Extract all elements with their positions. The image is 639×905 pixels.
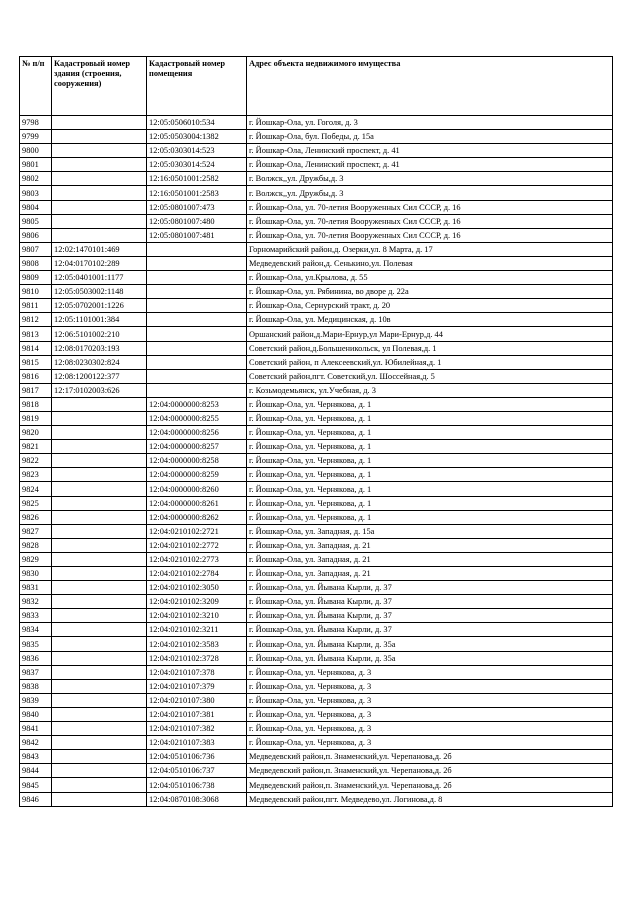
premises-cadastral-cell: 12:04:0510106:737 bbox=[147, 764, 247, 778]
address-cell: г. Йошкар-Ола, ул. Йывана Кырли, д. 37 bbox=[247, 623, 613, 637]
row-number-cell: 9823 bbox=[20, 468, 52, 482]
address-cell: г. Йошкар-Ола, ул. Западная, д. 21 bbox=[247, 567, 613, 581]
table-row bbox=[20, 581, 613, 595]
table-row bbox=[20, 778, 613, 792]
row-number-cell: 9801 bbox=[20, 158, 52, 172]
address-cell: г. Йошкар-Ола, ул. Медицинская, д. 10в bbox=[247, 313, 613, 327]
premises-cadastral-cell: 12:04:0000000:8256 bbox=[147, 426, 247, 440]
table-row bbox=[20, 200, 613, 214]
table-row bbox=[20, 567, 613, 581]
address-cell: г. Йошкар-Ола, ул. Чернякова, д. 3 bbox=[247, 736, 613, 750]
address-cell: г. Йошкар-Ола, ул. Чернякова, д. 1 bbox=[247, 468, 613, 482]
table-row bbox=[20, 595, 613, 609]
building-cadastral-cell bbox=[52, 679, 147, 693]
row-number-cell: 9812 bbox=[20, 313, 52, 327]
address-cell: г. Йошкар-Ола, ул. 70-летия Вооруженных Сил СССР, д. 16 bbox=[247, 214, 613, 228]
row-number-cell: 9807 bbox=[20, 242, 52, 256]
row-number-cell: 9816 bbox=[20, 369, 52, 383]
premises-cadastral-cell bbox=[147, 242, 247, 256]
row-number-cell: 9803 bbox=[20, 186, 52, 200]
row-number-cell: 9813 bbox=[20, 327, 52, 341]
premises-cadastral-cell: 12:05:0801007:481 bbox=[147, 228, 247, 242]
address-cell: г. Волжск,,ул. Дружбы,д. 3 bbox=[247, 186, 613, 200]
building-cadastral-cell: 12:05:1101001:384 bbox=[52, 313, 147, 327]
row-number-cell: 9837 bbox=[20, 665, 52, 679]
address-cell: г. Йошкар-Ола, ул. Чернякова, д. 1 bbox=[247, 397, 613, 411]
row-number-cell: 9834 bbox=[20, 623, 52, 637]
premises-cadastral-cell: 12:04:0210102:3050 bbox=[147, 581, 247, 595]
premises-cadastral-cell bbox=[147, 341, 247, 355]
table-row bbox=[20, 144, 613, 158]
row-number-cell: 9798 bbox=[20, 116, 52, 130]
row-number-cell: 9810 bbox=[20, 285, 52, 299]
building-cadastral-cell bbox=[52, 200, 147, 214]
row-number-cell: 9832 bbox=[20, 595, 52, 609]
table-row bbox=[20, 623, 613, 637]
building-cadastral-cell: 12:05:0401001:1177 bbox=[52, 271, 147, 285]
row-number-cell: 9827 bbox=[20, 524, 52, 538]
address-cell: г. Йошкар-Ола, Сернурский тракт, д. 20 bbox=[247, 299, 613, 313]
building-cadastral-cell bbox=[52, 172, 147, 186]
table-row bbox=[20, 426, 613, 440]
building-cadastral-cell bbox=[52, 482, 147, 496]
row-number-cell: 9825 bbox=[20, 496, 52, 510]
building-cadastral-cell bbox=[52, 651, 147, 665]
address-cell: г. Йошкар-Ола, ул. Йывана Кырли, д. 35а bbox=[247, 651, 613, 665]
table-row bbox=[20, 496, 613, 510]
premises-cadastral-cell bbox=[147, 383, 247, 397]
row-number-cell: 9808 bbox=[20, 256, 52, 270]
building-cadastral-cell: 12:06:5101002:210 bbox=[52, 327, 147, 341]
row-number-cell: 9814 bbox=[20, 341, 52, 355]
address-cell: г. Йошкар-Ола, ул. Западная, д. 21 bbox=[247, 552, 613, 566]
address-cell: г. Йошкар-Ола, ул. Рябинина, во дворе д. 22а bbox=[247, 285, 613, 299]
row-number-cell: 9828 bbox=[20, 538, 52, 552]
row-number-cell: 9842 bbox=[20, 736, 52, 750]
table-row bbox=[20, 750, 613, 764]
row-number-cell: 9824 bbox=[20, 482, 52, 496]
row-number-cell: 9835 bbox=[20, 637, 52, 651]
table-row bbox=[20, 609, 613, 623]
premises-cadastral-cell: 12:04:0210107:379 bbox=[147, 679, 247, 693]
premises-cadastral-cell: 12:04:0210102:3210 bbox=[147, 609, 247, 623]
table-row bbox=[20, 552, 613, 566]
row-number-cell: 9841 bbox=[20, 722, 52, 736]
table-row bbox=[20, 242, 613, 256]
table-row bbox=[20, 524, 613, 538]
address-cell: Советский район,пгт. Советский,ул. Шоссейная,д. 5 bbox=[247, 369, 613, 383]
building-cadastral-cell: 12:04:0170102:289 bbox=[52, 256, 147, 270]
row-number-cell: 9802 bbox=[20, 172, 52, 186]
row-number-cell: 9831 bbox=[20, 581, 52, 595]
address-cell: г. Йошкар-Ола, ул. Чернякова, д. 1 bbox=[247, 426, 613, 440]
address-cell: Медведевский район,п. Знаменский,ул. Черепанова,д. 2б bbox=[247, 750, 613, 764]
row-number-cell: 9843 bbox=[20, 750, 52, 764]
row-number-cell: 9805 bbox=[20, 214, 52, 228]
address-cell: г. Йошкар-Ола, ул. Чернякова, д. 3 bbox=[247, 707, 613, 721]
building-cadastral-cell bbox=[52, 693, 147, 707]
table-row bbox=[20, 369, 613, 383]
address-cell: г. Йошкар-Ола, ул. Йывана Кырли, д. 37 bbox=[247, 609, 613, 623]
address-cell: Медведевский район,пгт. Медведево,ул. Логинова,д. 8 bbox=[247, 792, 613, 806]
table-row bbox=[20, 383, 613, 397]
building-cadastral-cell bbox=[52, 144, 147, 158]
premises-cadastral-cell: 12:04:0000000:8258 bbox=[147, 454, 247, 468]
table-row bbox=[20, 130, 613, 144]
address-cell: г. Козьмодемьянск, ул.Учебная, д. 3 bbox=[247, 383, 613, 397]
address-cell: г. Йошкар-Ола, ул. Чернякова, д. 3 bbox=[247, 693, 613, 707]
table-row bbox=[20, 736, 613, 750]
row-number-cell: 9845 bbox=[20, 778, 52, 792]
row-number-cell: 9826 bbox=[20, 510, 52, 524]
premises-cadastral-cell: 12:04:0210102:3728 bbox=[147, 651, 247, 665]
building-cadastral-cell bbox=[52, 736, 147, 750]
table-row bbox=[20, 116, 613, 130]
address-cell: г. Йошкар-Ола, ул. Йывана Кырли, д. 37 bbox=[247, 581, 613, 595]
premises-cadastral-cell: 12:04:0210102:2721 bbox=[147, 524, 247, 538]
premises-cadastral-cell: 12:04:0000000:8253 bbox=[147, 397, 247, 411]
building-cadastral-cell bbox=[52, 130, 147, 144]
building-cadastral-cell bbox=[52, 158, 147, 172]
table-body bbox=[20, 116, 613, 807]
building-cadastral-cell bbox=[52, 186, 147, 200]
premises-cadastral-cell: 12:05:0801007:480 bbox=[147, 214, 247, 228]
table-row bbox=[20, 454, 613, 468]
address-cell: г. Йошкар-Ола, ул. Чернякова, д. 1 bbox=[247, 440, 613, 454]
building-cadastral-cell bbox=[52, 764, 147, 778]
table-row bbox=[20, 355, 613, 369]
building-cadastral-cell bbox=[52, 214, 147, 228]
row-number-cell: 9819 bbox=[20, 411, 52, 425]
premises-cadastral-cell: 12:04:0210102:3211 bbox=[147, 623, 247, 637]
premises-cadastral-cell: 12:04:0210102:2773 bbox=[147, 552, 247, 566]
table-row bbox=[20, 679, 613, 693]
row-number-cell: 9820 bbox=[20, 426, 52, 440]
building-cadastral-cell: 12:08:1200122:377 bbox=[52, 369, 147, 383]
address-cell: г. Йошкар-Ола, ул. Западная, д. 21 bbox=[247, 538, 613, 552]
header-row bbox=[20, 57, 613, 116]
building-cadastral-cell bbox=[52, 538, 147, 552]
row-number-cell: 9829 bbox=[20, 552, 52, 566]
row-number-cell: 9799 bbox=[20, 130, 52, 144]
property-registry-table bbox=[19, 56, 613, 807]
building-cadastral-cell bbox=[52, 524, 147, 538]
row-number-cell: 9821 bbox=[20, 440, 52, 454]
premises-cadastral-cell bbox=[147, 271, 247, 285]
header-premises-cadastral: Кадастровый номер помещения bbox=[147, 57, 247, 116]
table-row bbox=[20, 158, 613, 172]
document-page bbox=[19, 56, 613, 807]
premises-cadastral-cell bbox=[147, 327, 247, 341]
premises-cadastral-cell: 12:05:0303014:524 bbox=[147, 158, 247, 172]
premises-cadastral-cell bbox=[147, 355, 247, 369]
address-cell: Оршанский район,д.Мари-Ернур,ул Мари-Ернур,д. 44 bbox=[247, 327, 613, 341]
building-cadastral-cell bbox=[52, 496, 147, 510]
building-cadastral-cell bbox=[52, 426, 147, 440]
premises-cadastral-cell: 12:04:0210102:2784 bbox=[147, 567, 247, 581]
row-number-cell: 9844 bbox=[20, 764, 52, 778]
building-cadastral-cell bbox=[52, 722, 147, 736]
table-row bbox=[20, 510, 613, 524]
building-cadastral-cell bbox=[52, 665, 147, 679]
building-cadastral-cell bbox=[52, 637, 147, 651]
row-number-cell: 9839 bbox=[20, 693, 52, 707]
building-cadastral-cell bbox=[52, 116, 147, 130]
table-row bbox=[20, 256, 613, 270]
building-cadastral-cell bbox=[52, 228, 147, 242]
building-cadastral-cell bbox=[52, 792, 147, 806]
premises-cadastral-cell: 12:04:0210102:3209 bbox=[147, 595, 247, 609]
premises-cadastral-cell: 12:04:0210107:382 bbox=[147, 722, 247, 736]
address-cell: г. Йошкар-Ола, ул. Йывана Кырли, д. 37 bbox=[247, 595, 613, 609]
address-cell: г. Йошкар-Ола, ул. Чернякова, д. 1 bbox=[247, 510, 613, 524]
premises-cadastral-cell: 12:04:0210107:378 bbox=[147, 665, 247, 679]
table-row bbox=[20, 707, 613, 721]
table-row bbox=[20, 693, 613, 707]
premises-cadastral-cell: 12:04:0210107:380 bbox=[147, 693, 247, 707]
address-cell: Медведевский район,д. Сенькино,ул. Полевая bbox=[247, 256, 613, 270]
premises-cadastral-cell: 12:16:0501001:2582 bbox=[147, 172, 247, 186]
row-number-cell: 9840 bbox=[20, 707, 52, 721]
address-cell: Советский район, п Алексеевский,ул. Юбилейная,д. 1 bbox=[247, 355, 613, 369]
building-cadastral-cell: 12:02:1470101:469 bbox=[52, 242, 147, 256]
premises-cadastral-cell: 12:04:0210102:2772 bbox=[147, 538, 247, 552]
table-row bbox=[20, 764, 613, 778]
address-cell: г. Йошкар-Ола, Ленинский проспект, д. 41 bbox=[247, 144, 613, 158]
row-number-cell: 9846 bbox=[20, 792, 52, 806]
premises-cadastral-cell: 12:04:0000000:8259 bbox=[147, 468, 247, 482]
table-row bbox=[20, 271, 613, 285]
address-cell: Медведевский район,п. Знаменский,ул. Черепанова,д. 2б bbox=[247, 764, 613, 778]
premises-cadastral-cell: 12:16:0501001:2583 bbox=[147, 186, 247, 200]
building-cadastral-cell: 12:05:0503002:1148 bbox=[52, 285, 147, 299]
table-row bbox=[20, 397, 613, 411]
table-row bbox=[20, 285, 613, 299]
table-row bbox=[20, 299, 613, 313]
table-row bbox=[20, 327, 613, 341]
row-number-cell: 9830 bbox=[20, 567, 52, 581]
premises-cadastral-cell: 12:04:0210102:3583 bbox=[147, 637, 247, 651]
building-cadastral-cell: 12:05:0702001:1226 bbox=[52, 299, 147, 313]
table-row bbox=[20, 637, 613, 651]
building-cadastral-cell bbox=[52, 623, 147, 637]
table-row bbox=[20, 482, 613, 496]
row-number-cell: 9836 bbox=[20, 651, 52, 665]
premises-cadastral-cell: 12:04:0210107:383 bbox=[147, 736, 247, 750]
address-cell: г. Йошкар-Ола, ул. Чернякова, д. 1 bbox=[247, 482, 613, 496]
table-row bbox=[20, 313, 613, 327]
premises-cadastral-cell: 12:05:0801007:473 bbox=[147, 200, 247, 214]
premises-cadastral-cell bbox=[147, 299, 247, 313]
premises-cadastral-cell: 12:04:0000000:8261 bbox=[147, 496, 247, 510]
premises-cadastral-cell bbox=[147, 256, 247, 270]
table-row bbox=[20, 440, 613, 454]
premises-cadastral-cell: 12:05:0503004:1382 bbox=[147, 130, 247, 144]
premises-cadastral-cell: 12:04:0000000:8255 bbox=[147, 411, 247, 425]
table-row bbox=[20, 792, 613, 806]
building-cadastral-cell bbox=[52, 750, 147, 764]
building-cadastral-cell bbox=[52, 707, 147, 721]
address-cell: Советский район,д.Большеникольск, ул Полевая,д. 1 bbox=[247, 341, 613, 355]
building-cadastral-cell: 12:08:0170203:193 bbox=[52, 341, 147, 355]
row-number-cell: 9806 bbox=[20, 228, 52, 242]
address-cell: г. Йошкар-Ола, ул. 70-летия Вооруженных Сил СССР, д. 16 bbox=[247, 228, 613, 242]
address-cell: г. Йошкар-Ола, бул. Победы, д. 15а bbox=[247, 130, 613, 144]
building-cadastral-cell: 12:08:0230302:824 bbox=[52, 355, 147, 369]
building-cadastral-cell: 12:17:0102003:626 bbox=[52, 383, 147, 397]
table-row bbox=[20, 722, 613, 736]
address-cell: г. Йошкар-Ола, Ленинский проспект, д. 41 bbox=[247, 158, 613, 172]
building-cadastral-cell bbox=[52, 581, 147, 595]
address-cell: г. Йошкар-Ола, ул. Йывана Кырли, д. 35а bbox=[247, 637, 613, 651]
building-cadastral-cell bbox=[52, 468, 147, 482]
premises-cadastral-cell: 12:04:0510106:738 bbox=[147, 778, 247, 792]
table-row bbox=[20, 228, 613, 242]
premises-cadastral-cell: 12:04:0210107:381 bbox=[147, 707, 247, 721]
row-number-cell: 9822 bbox=[20, 454, 52, 468]
building-cadastral-cell bbox=[52, 454, 147, 468]
premises-cadastral-cell: 12:05:0303014:523 bbox=[147, 144, 247, 158]
row-number-cell: 9811 bbox=[20, 299, 52, 313]
building-cadastral-cell bbox=[52, 397, 147, 411]
row-number-cell: 9804 bbox=[20, 200, 52, 214]
premises-cadastral-cell bbox=[147, 369, 247, 383]
table-row bbox=[20, 341, 613, 355]
row-number-cell: 9800 bbox=[20, 144, 52, 158]
address-cell: г. Волжск,,ул. Дружбы,д. 3 bbox=[247, 172, 613, 186]
building-cadastral-cell bbox=[52, 510, 147, 524]
address-cell: г. Йошкар-Ола, ул. Чернякова, д. 1 bbox=[247, 411, 613, 425]
premises-cadastral-cell: 12:04:0510106:736 bbox=[147, 750, 247, 764]
row-number-cell: 9833 bbox=[20, 609, 52, 623]
table-row bbox=[20, 468, 613, 482]
address-cell: г. Йошкар-Ола, ул. Чернякова, д. 3 bbox=[247, 665, 613, 679]
table-row bbox=[20, 411, 613, 425]
row-number-cell: 9838 bbox=[20, 679, 52, 693]
address-cell: г. Йошкар-Ола, ул. Чернякова, д. 3 bbox=[247, 679, 613, 693]
table-row bbox=[20, 214, 613, 228]
row-number-cell: 9809 bbox=[20, 271, 52, 285]
address-cell: г. Йошкар-Ола, ул. Гоголя, д. 3 bbox=[247, 116, 613, 130]
building-cadastral-cell bbox=[52, 609, 147, 623]
table-header bbox=[20, 57, 613, 116]
building-cadastral-cell bbox=[52, 595, 147, 609]
premises-cadastral-cell bbox=[147, 313, 247, 327]
premises-cadastral-cell: 12:04:0000000:8262 bbox=[147, 510, 247, 524]
address-cell: г. Йошкар-Ола, ул. Западная, д. 15а bbox=[247, 524, 613, 538]
address-cell: Горномарийский район,д. Озерки,ул. 8 Марта, д. 17 bbox=[247, 242, 613, 256]
premises-cadastral-cell: 12:04:0000000:8260 bbox=[147, 482, 247, 496]
table-row bbox=[20, 186, 613, 200]
building-cadastral-cell bbox=[52, 440, 147, 454]
premises-cadastral-cell bbox=[147, 285, 247, 299]
address-cell: г. Йошкар-Ола, ул. Чернякова, д. 3 bbox=[247, 722, 613, 736]
building-cadastral-cell bbox=[52, 567, 147, 581]
address-cell: г. Йошкар-Ола, ул. 70-летия Вооруженных Сил СССР, д. 16 bbox=[247, 200, 613, 214]
building-cadastral-cell bbox=[52, 778, 147, 792]
header-building-cadastral: Кадастровый номер здания (строения, сооружения) bbox=[52, 57, 147, 116]
address-cell: Медведевский район,п. Знаменский,ул. Черепанова,д. 2б bbox=[247, 778, 613, 792]
building-cadastral-cell bbox=[52, 552, 147, 566]
table-row bbox=[20, 538, 613, 552]
row-number-cell: 9817 bbox=[20, 383, 52, 397]
address-cell: г. Йошкар-Ола, ул. Чернякова, д. 1 bbox=[247, 496, 613, 510]
premises-cadastral-cell: 12:04:0000000:8257 bbox=[147, 440, 247, 454]
header-address: Адрес объекта недвижимого имущества bbox=[247, 57, 613, 116]
address-cell: г. Йошкар-Ола, ул.Крылова, д. 55 bbox=[247, 271, 613, 285]
table-row bbox=[20, 172, 613, 186]
table-row bbox=[20, 651, 613, 665]
building-cadastral-cell bbox=[52, 411, 147, 425]
header-number: № п/п bbox=[20, 57, 52, 116]
premises-cadastral-cell: 12:04:0870108:3068 bbox=[147, 792, 247, 806]
address-cell: г. Йошкар-Ола, ул. Чернякова, д. 1 bbox=[247, 454, 613, 468]
table-row bbox=[20, 665, 613, 679]
premises-cadastral-cell: 12:05:0506010:534 bbox=[147, 116, 247, 130]
row-number-cell: 9818 bbox=[20, 397, 52, 411]
row-number-cell: 9815 bbox=[20, 355, 52, 369]
